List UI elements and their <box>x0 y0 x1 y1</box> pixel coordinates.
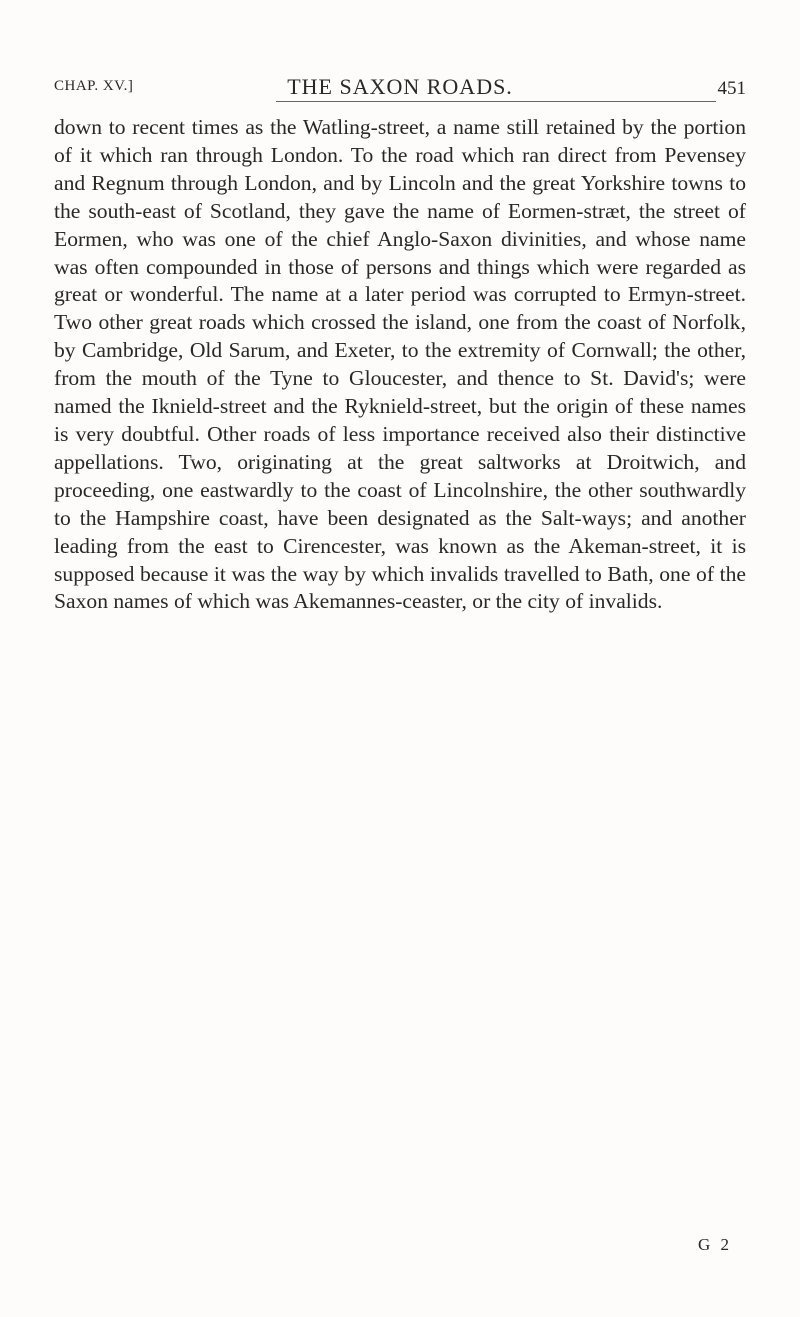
chapter-label: CHAP. XV.] <box>54 78 134 94</box>
printer-signature: G 2 <box>698 1235 733 1254</box>
running-title: THE SAXON ROADS. <box>287 74 513 99</box>
running-head <box>54 74 746 104</box>
header-rule <box>276 101 716 102</box>
body-paragraph: down to recent times as the Watling-street, a name still retained by the portion of it which ran through London. To the road which ran direct from Pevensey and Regnum through London, and by Lincoln and the great Yorkshire towns to the south-east of Scotland, they gave the name of Eormen-stræt, the street of Eormen, who was one of the chief Anglo-Saxon divinities, and whose name was often compounded in those of persons and things which were regarded as great or wonderful. The name at a later period was corrupted to Ermyn-street. Two other great roads which crossed the island, one from the coast of Norfolk, by Cambridge, Old Sarum, and Exeter, to the extremity of Cornwall; the other, from the mouth of the Tyne to Gloucester, and thence to St. David's; were named the Iknield-street and the Ryknield-street, but the origin of these names is very doubtful. Other roads of less importance received also their distinctive appellations. Two, originating at the great saltworks at Droitwich, and proceeding, one eastwardly to the coast of Lincolnshire, the other southwardly to the Hampshire coast, have been designated as the Salt-ways; and another leading from the east to Cirencester, was known as the Akeman-street, it is supposed because it was the way by which invalids travelled to Bath, one of the Saxon names of which was Akemannes-ceaster, or the city of invalids. <box>54 115 746 614</box>
page-number: 451 <box>717 78 746 99</box>
